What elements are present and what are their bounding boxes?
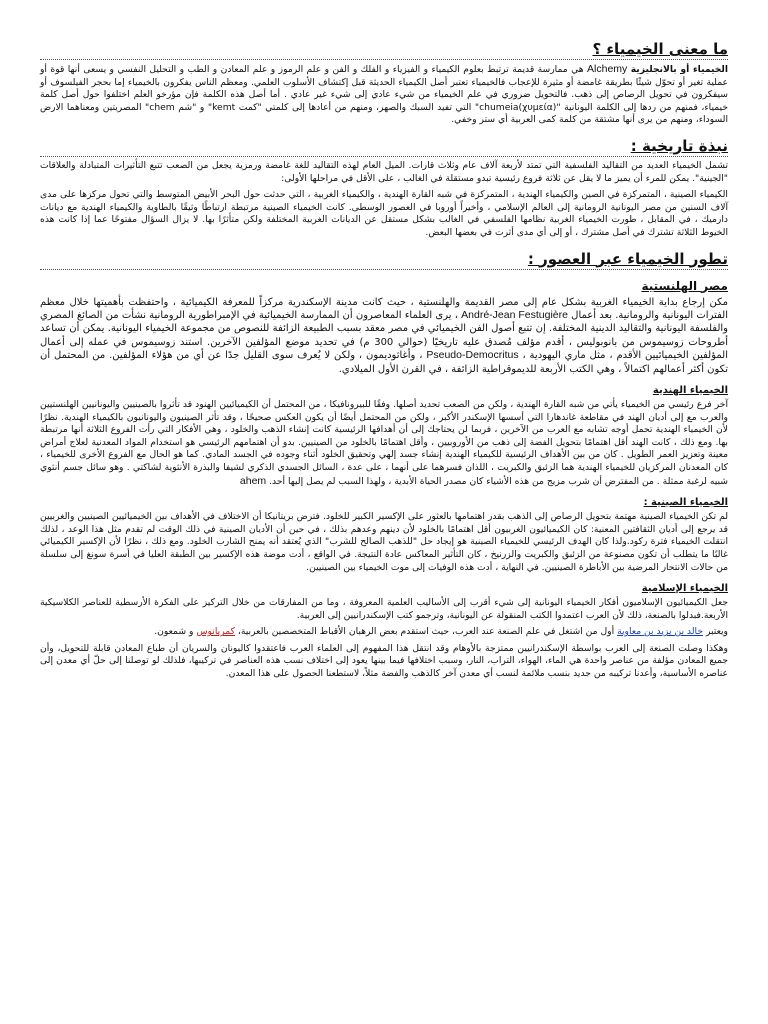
egypt-paragraph: مكن إرجاع بداية الخيمياء الغربية بشكل عام إلى مصر القديمة والهلنستية ، حيث كانت مدينة الإسكندرية مركزاً للمعرفة الكيميائية ، واحتفظت بأهميتها خلال معظم الفترات اليونانية والرومانية. بعد أعمال André-Jean Festugière ، يرى العلماء المعاصرون أن الممارسة الخيميائية في الإمبراطورية الرومانية نشأت من الصائغ المصري والفلسفة اليونانية والتقاليد الدينية المختلفة. إن تتبع أصول الفن الخيميائي في مصر معقد بسبب الطبيعة الزائفة للنصوص من مجموعة الخيمياء اليونانية. يمكن أن تساعد أطروحات زوسيموس من بانوبوليس ، أقدم مؤلف مُصدق عليه تاريخيًا (حوالي 300 م) في تحديد موضع المؤلفين الآخرين. استند زوسيموس في عمله إلى أعمال المؤلفين الخيميائيين الأقدم ، مثل ماري اليهودية ، Pseudo-Democritus ، وأغاثوديمون ، ولكن لا يُعرف سوى القليل جدًا عن أي من هؤلاء المؤلفين. من المحتمل أن تكون أكثر أعمالهم اكتمالاً ، وهي الكتب الأربعة للديموقراطية الزائفة ، في القرن الأول الميلادي. xyxy=(40,296,729,375)
section-title-meaning: ما معنى الخيمياء ؟ xyxy=(40,40,728,60)
islam-paragraph-2: ويعتبر خالد بن يزيد بن معاوية أول من اشتغل في علم الصنعة عند العرب، حيث استقدم بعض الرهبان الأقباط المتخصصين بالعربية، كمريانوس و شمعون. xyxy=(154,626,728,638)
section-title-evolution: تطور الخيمياء عبر العصور : xyxy=(40,250,728,270)
history-paragraph-1: تشمل الخيمياء العديد من التقاليد الفلسفية التي تمتد لأربعة آلاف عام وثلاث قارات. الميل العام لهذه التقاليد للغة غامضة ورمزية يجعل من الصعب تتبع التأثيرات المتبادلة والعلاقات "الجينية". يمكن للمرء أن يميز ما لا يقل عن ثلاثة فروع رئيسية تبدو مستقلة في الغالب ، على الأقل في مراحلها الأولى: xyxy=(40,159,728,184)
latin-term: Alchemy xyxy=(587,63,628,75)
latin-name: Pseudo-Democritus xyxy=(426,349,519,362)
subsection-title-china: الخيمياء الصينية : xyxy=(643,497,728,509)
india-paragraph: آخر فرع رئيسي من الخيمياء يأتي من شبه القارة الهندية ، ولكن من الصعب تحديد أصلها. وفقًا للبيرونافيكا ، من المحتمل أن الكيميائيين الهنود قد تأثروا بالصينيين واليونانيين الهلنستيين والعرب مع إلى أديان الهند في مقاطعة غاندهارا التي أسسها الإسكندر الأكبر ، ولكن من المحتمل أيضًا أن يكون العكس صحيحًا ، وقد تأثر الصينيون واليونانيون بالكيمياء الهندية. نظرًا لأن الخيمياء الهندية تحمل أوجه تشابه مع العرب من الآخرين ، فربما لن يحتاجك إلى أن أهدافها الرئيسية كانت إنشاء الذهب والخلود ، وهي الأفكار التي رأت الفروع الثلاثة أنها مرتبطة بها. ومع ذلك ، كانت الهند أقل اهتمامًا بتحويل الفضة إلى ذهب من الأوروبيين ، وأقل اهتمامًا بالخلود من الصينيين. بدو أن اهتمامهم الرئيسي هو استخدام المواد المعدنية لعلاج أمراض معينة وتعزيز العمر الطويل . كان من بين الأهداف الرئيسية للكيمياء الهندية إنشاء جسد إلهي وتحقيق الخلود أثناء وجوده في الجسد المادي. كما هو الحال مع الفروع الأخرى للخيمياء ، كان المعدنان المركزيان للخيمياء الهندية هما الزئبق والكبريت ، اللذان فسرهما على أنهما ، على عدة ، السائل الجسدي الذكري لشيفا والبذرة الأنثوية لشاكتي . وهو سائل جسم أنثوي شبيه لرغبة ممثلة . من المفترض أن شرب مزيج من هذه الأشياء كان مصدر الحياة الأبدية ، ولهذا السبب لم يصل إليها أحد. ahem xyxy=(40,398,728,487)
china-paragraph: لم تكن الخيمياء الصينية مهتمة بتحويل الرصاص إلى الذهب بقدر اهتمامها بالعثور على الإكسير الكبير للخلود. فترض بريتانيكا أن الاختلاف في الأهداف بين الخيميائيين الصينيين والغربيين قد يرجع إلى أديان الثقافتين المعنية: كان الكيميائيون الغربيون أقل اهتمامًا بالخلود لأن دينهم وعدهم بذلك ، في حين أن الأديان الصينية في ذلك الوقت لم تقدم مثل هذا الوعد ، لذلك انتقلت الخيمياء فترة ركود.ولذا كان الهدف الرئيسي للخيمياء الصينية هو إيجاد حل "للذهب الصالح للشرب" الذي يُعتقد أنه يمنح الشارب الخلود. ومع ذلك ، نظرًا لأن الإكسير الكيميائي غالبًا ما يتطلب أن تكون مصنوعة من الزئبق والكبريت والزرنيخ ، كان التأثير المعاكس عادة النتيجة. في الواقع ، أدت موضة هذه الإكسير بين الطبقة العليا في أسرة سونغ إلى سلسلة من حالات الانتحار المرضية بين الأباطرة الصينيين. في النهاية ، أدت هذه الوفيات إلى موت الخيمياء بين الصينيين. xyxy=(40,511,728,573)
history-paragraph-2: الكيمياء الصينية ، المتمركزة في الصين والكيمياء الهندية ، المتمركزة في شبه القارة الهندية ، والكيمياء الغربية ، التي حدثت حول البحر الأبيض المتوسط والتي تحول مركزها على مدى آلاف السنين من مصر اليونانية الرومانية إلى العالم الإسلامي ، وأخيراً أوروبا في العصور الوسطى. كانت الخيمياء الصينية مرتبطة ارتباطًا وثيقًا بالطاوية والكيمياء الهندية مع ديانات دارميك ، في المقابل ، طورت الخيمياء الغربية نظامها الفلسفي في الغالب بشكل مستقل عن الديانات الغربية المختلفة ولكن متأثرًا بها. لا يزال السؤال مفتوحًا عما إذا كانت هذه الخيوط الثلاثة تشترك في أصل مشترك ، أو إلى أي مدى أثرت في بعضها البعض. xyxy=(40,189,728,238)
latin-name: André-Jean Festugière xyxy=(461,308,568,321)
meaning-paragraph: الخيمياء أو بالانجليزية Alchemy هي ممارسة قديمة ترتبط بعلوم الكيمياء و الفيزياء و الفلك و الفن و علم الرموز و علم المعادن و الطب و التحليل النفسي و يسعى أنها قوة أو عملية تغير أو تحوّل شيئًا بطريقة غامضة أو مثيرة للإعجاب فالخيمياء تعتبر أصل الكيمياء الحديثة قبل إكتشاف الأسلوب العلمي. ومعظم الناس يفكرون بالخيمياء إما بحجر الفيلسوف أو سيفكرون في تحويل الرصاص إلى ذهب. فالتحويل ضروري في علم الخيمياء من شيء عادي إلى شيء غير عادي . أما أصل هذه الكلمة فإن مؤرخو العلم اختلفوا حول أصل كلمة خيمياء، فمنهم من ردها إلى الكلمة اليونانية "(chumeia(χυμεία" التي تفيد السبك والصهر، ومنهم من أعادها إلى كلمتي "كمت kemt" و "شم chem" المصريتين ومعناهما الارض السوداء، ومنهم من يرى أنها مشتقة من كلمة كمى العربية أي ستر وخفي. xyxy=(40,63,729,126)
link-kamryanus[interactable]: كمريانوس xyxy=(196,626,235,638)
islam-paragraph-3: وهكذا وصلت الصنعة إلى العرب بواسطة الإسكندرانيين ممتزجة بالأوهام وقد انتقل هذا المفهوم إلى العلماء العرب فاعتقدوا كاليونان والسريان أن طباع المعادن قابلة للتحويل، وأن جميع المعادن مؤلفة من عناصر واحدة هي الماء، الهواء، التراب، النار، وسبب اختلافها فيما بينها يعود إلى اختلاف نسب هذه العناصر في تركيبها، فلذلك لو توصلنا إلى حلّ أي معدن إلى عناصره الأساسية، وأعدنا تركيبه من جديد بنسب ملائمة لنسب أي معدن آخر كالذهب والفضة مثلاً، لاستطعنا الحصول على هذا المعدن. xyxy=(40,642,728,680)
section-title-history: نبذة تاريخية : xyxy=(40,137,728,157)
latin-word: ahem xyxy=(239,474,267,487)
subsection-title-islam: الخيمياء الإسلامية xyxy=(641,583,728,595)
link-khalid-ibn-yazid[interactable]: خالد بن يزيد بن معاوية xyxy=(617,626,704,638)
subsection-title-india: الخيمياء الهندية xyxy=(652,384,728,396)
document-page xyxy=(40,40,728,1016)
subsection-title-egypt: مصر الهلنستية xyxy=(641,278,728,293)
islam-paragraph-1: جعل الكيميائيون الإسلاميون أفكار الخيمياء اليونانية إلى شيء أقرب إلى الأساليب العلمية المعروفة ، وما من المفارقات من خلال التركيز على الفكرة الأرسطية للعناصر الكلاسيكية الأربعة.فبدلوا بالصنعة، ذلك لأن العرب اعتمدوا الكتب المنقولة عن اليونانية، وترجمو كتب الإسكندرانيين إلى العربية. xyxy=(40,597,728,621)
